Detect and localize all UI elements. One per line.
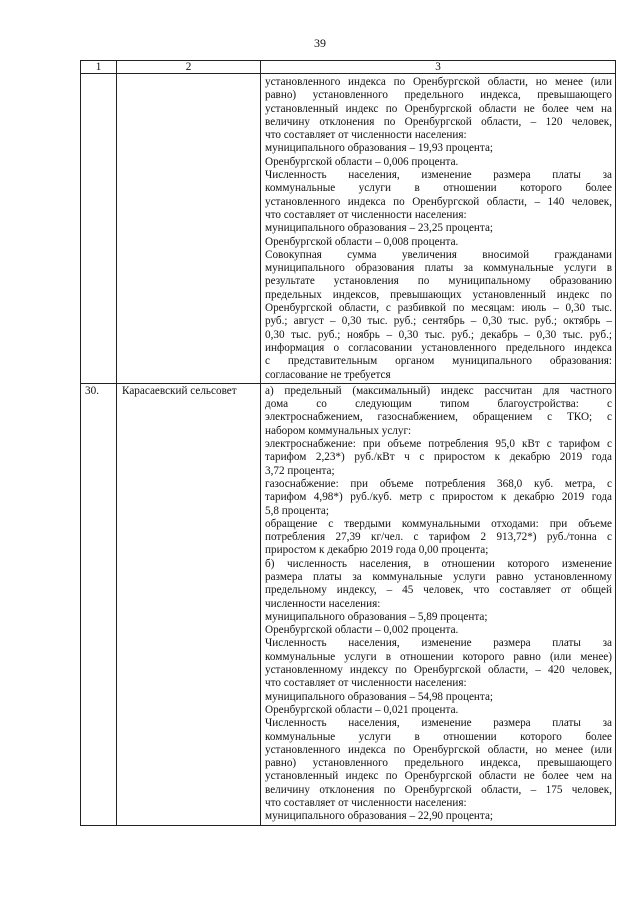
text-line: 0,30 тыс. руб.; ноябрь – 0,30 тыс. руб.; декабрь – 0,30 тыс. руб.; [265,328,612,341]
text-line: Совокупная сумма увеличения вносимой гражданами [265,248,612,261]
text-line: газоснабжение: при объеме потребления 368,0 куб. метра, с [265,477,612,490]
row-description [261,74,616,384]
text-line: Оренбургской области – 0,002 процента. [265,624,459,637]
text-line: Оренбургской области – 0,021 процента. [265,703,459,716]
text-line: размера платы за коммунальные услуги равно установленному [265,570,612,583]
text-line: что составляет от численности населения: [265,677,467,690]
text-line: коммунальные услуги в отношении которого более [265,182,612,195]
text-line: равно) установленного предельного индекса, превышающего [265,89,612,102]
table-header-row [81,61,616,74]
text-line: что составляет от численности населения: [265,208,467,221]
text-line: коммунальные услуги в отношении которого более [265,730,612,743]
text-line: руб.; август – 0,30 тыс. руб.; сентябрь – 0,30 тыс. руб.; октябрь – [265,315,612,328]
text-line: Численность населения, изменение размера платы за [265,637,612,650]
text-line: установленный индекс по Оренбургской области не более чем на [265,770,612,783]
text-line: б) численность населения, в отношении которого изменение [265,557,612,570]
text-line: коммунальные услуги в отношении которого равно (или менее) [265,650,612,663]
text-line: предельному индексу, – 45 человек, что составляет от общей [265,584,612,597]
text-line: с представительным органом муниципального образования: [265,355,612,368]
text-line: дома со следующим типом благоустройства: с [265,398,612,411]
page-number: 39 [314,36,326,50]
text-line: муниципального образования – 23,25 процента; [265,222,494,235]
text-line: что составляет от численности населения: [265,129,467,142]
municipality-name [117,74,261,384]
document-table [80,60,616,826]
text-line: результате установления по муниципальному образованию [265,275,612,288]
text-line: 5,8 процента; [265,504,329,517]
row-description [261,383,616,825]
text-line: Оренбургской области – 0,008 процента. [265,235,459,248]
text-line: муниципального образования – 19,93 процента; [265,142,494,155]
text-line: приростом к декабрю 2019 года 0,00 процента; [265,544,489,557]
text-line: установленного индекса по Оренбургской области, но менее (или [265,743,612,756]
text-line: электроснабжением, газоснабжением, обращением с ТКО; с [265,411,612,424]
text-line: Численность населения, изменение размера платы за [265,169,612,182]
row-number: 30. [81,383,117,825]
text-line: обращение с твердыми коммунальными отходами: при объеме [265,517,612,530]
text-line: согласование не требуется [265,368,391,381]
text-line: установленного индекса по Оренбургской области, но менее (или [265,76,612,88]
text-line: численности населения: [265,597,381,610]
text-line: величину отклонения по Оренбургской области, – 175 человек, [265,783,612,796]
text-line: тарифом 2,23*) руб./кВт ч с приростом к декабрю 2019 года [265,451,612,464]
text-line: Оренбургской области, с разбивкой по месяцам: июль – 0,30 тыс. [265,302,612,315]
text-line: установленного индекса по Оренбургской области, – 140 человек, [265,195,612,208]
text-line: установленный индекс по Оренбургской области не более чем на [265,102,612,115]
text-line: электроснабжение: при объеме потребления 95,0 кВт с тарифом с [265,438,612,451]
table-row [81,74,616,384]
column-header: 1 [81,61,117,74]
text-line: 3,72 процента; [265,464,335,477]
text-line: величину отклонения по Оренбургской области, – 120 человек, [265,115,612,128]
text-line: информация о согласовании установленного предельного индекса [265,341,612,354]
row-number [81,74,117,384]
municipality-name: Карасаевский сельсовет [117,383,261,825]
table-row [81,383,616,825]
text-line: набором коммунальных услуг: [265,424,412,437]
text-line: муниципального образования – 5,89 процента; [265,610,488,623]
text-line: потребления 27,39 кг/чел. с тарифом 2 913,72*) руб./тонна с [265,531,612,544]
column-header: 3 [261,61,616,74]
text-line: установленному индексу по Оренбургской области, – 420 человек, [265,664,612,677]
text-line: Оренбургской области – 0,006 процента. [265,155,459,168]
column-header: 2 [117,61,261,74]
text-line: а) предельный (максимальный) индекс рассчитан для частного [265,384,612,397]
text-line: предельных индексов, превышающих установленный индекс по [265,288,612,301]
text-line: муниципального образования платы за коммунальные услуги в [265,262,612,275]
text-line: тарифом 4,98*) руб./куб. метр с приростом к декабрю 2019 года [265,491,612,504]
text-line: муниципального образования – 22,90 процента; [265,810,494,823]
text-line: что составляет от численности населения: [265,797,467,810]
text-line: равно) установленного предельного индекса, превышающего [265,757,612,770]
text-line: Численность населения, изменение размера платы за [265,717,612,730]
text-line: муниципального образования – 54,98 процента; [265,690,494,703]
